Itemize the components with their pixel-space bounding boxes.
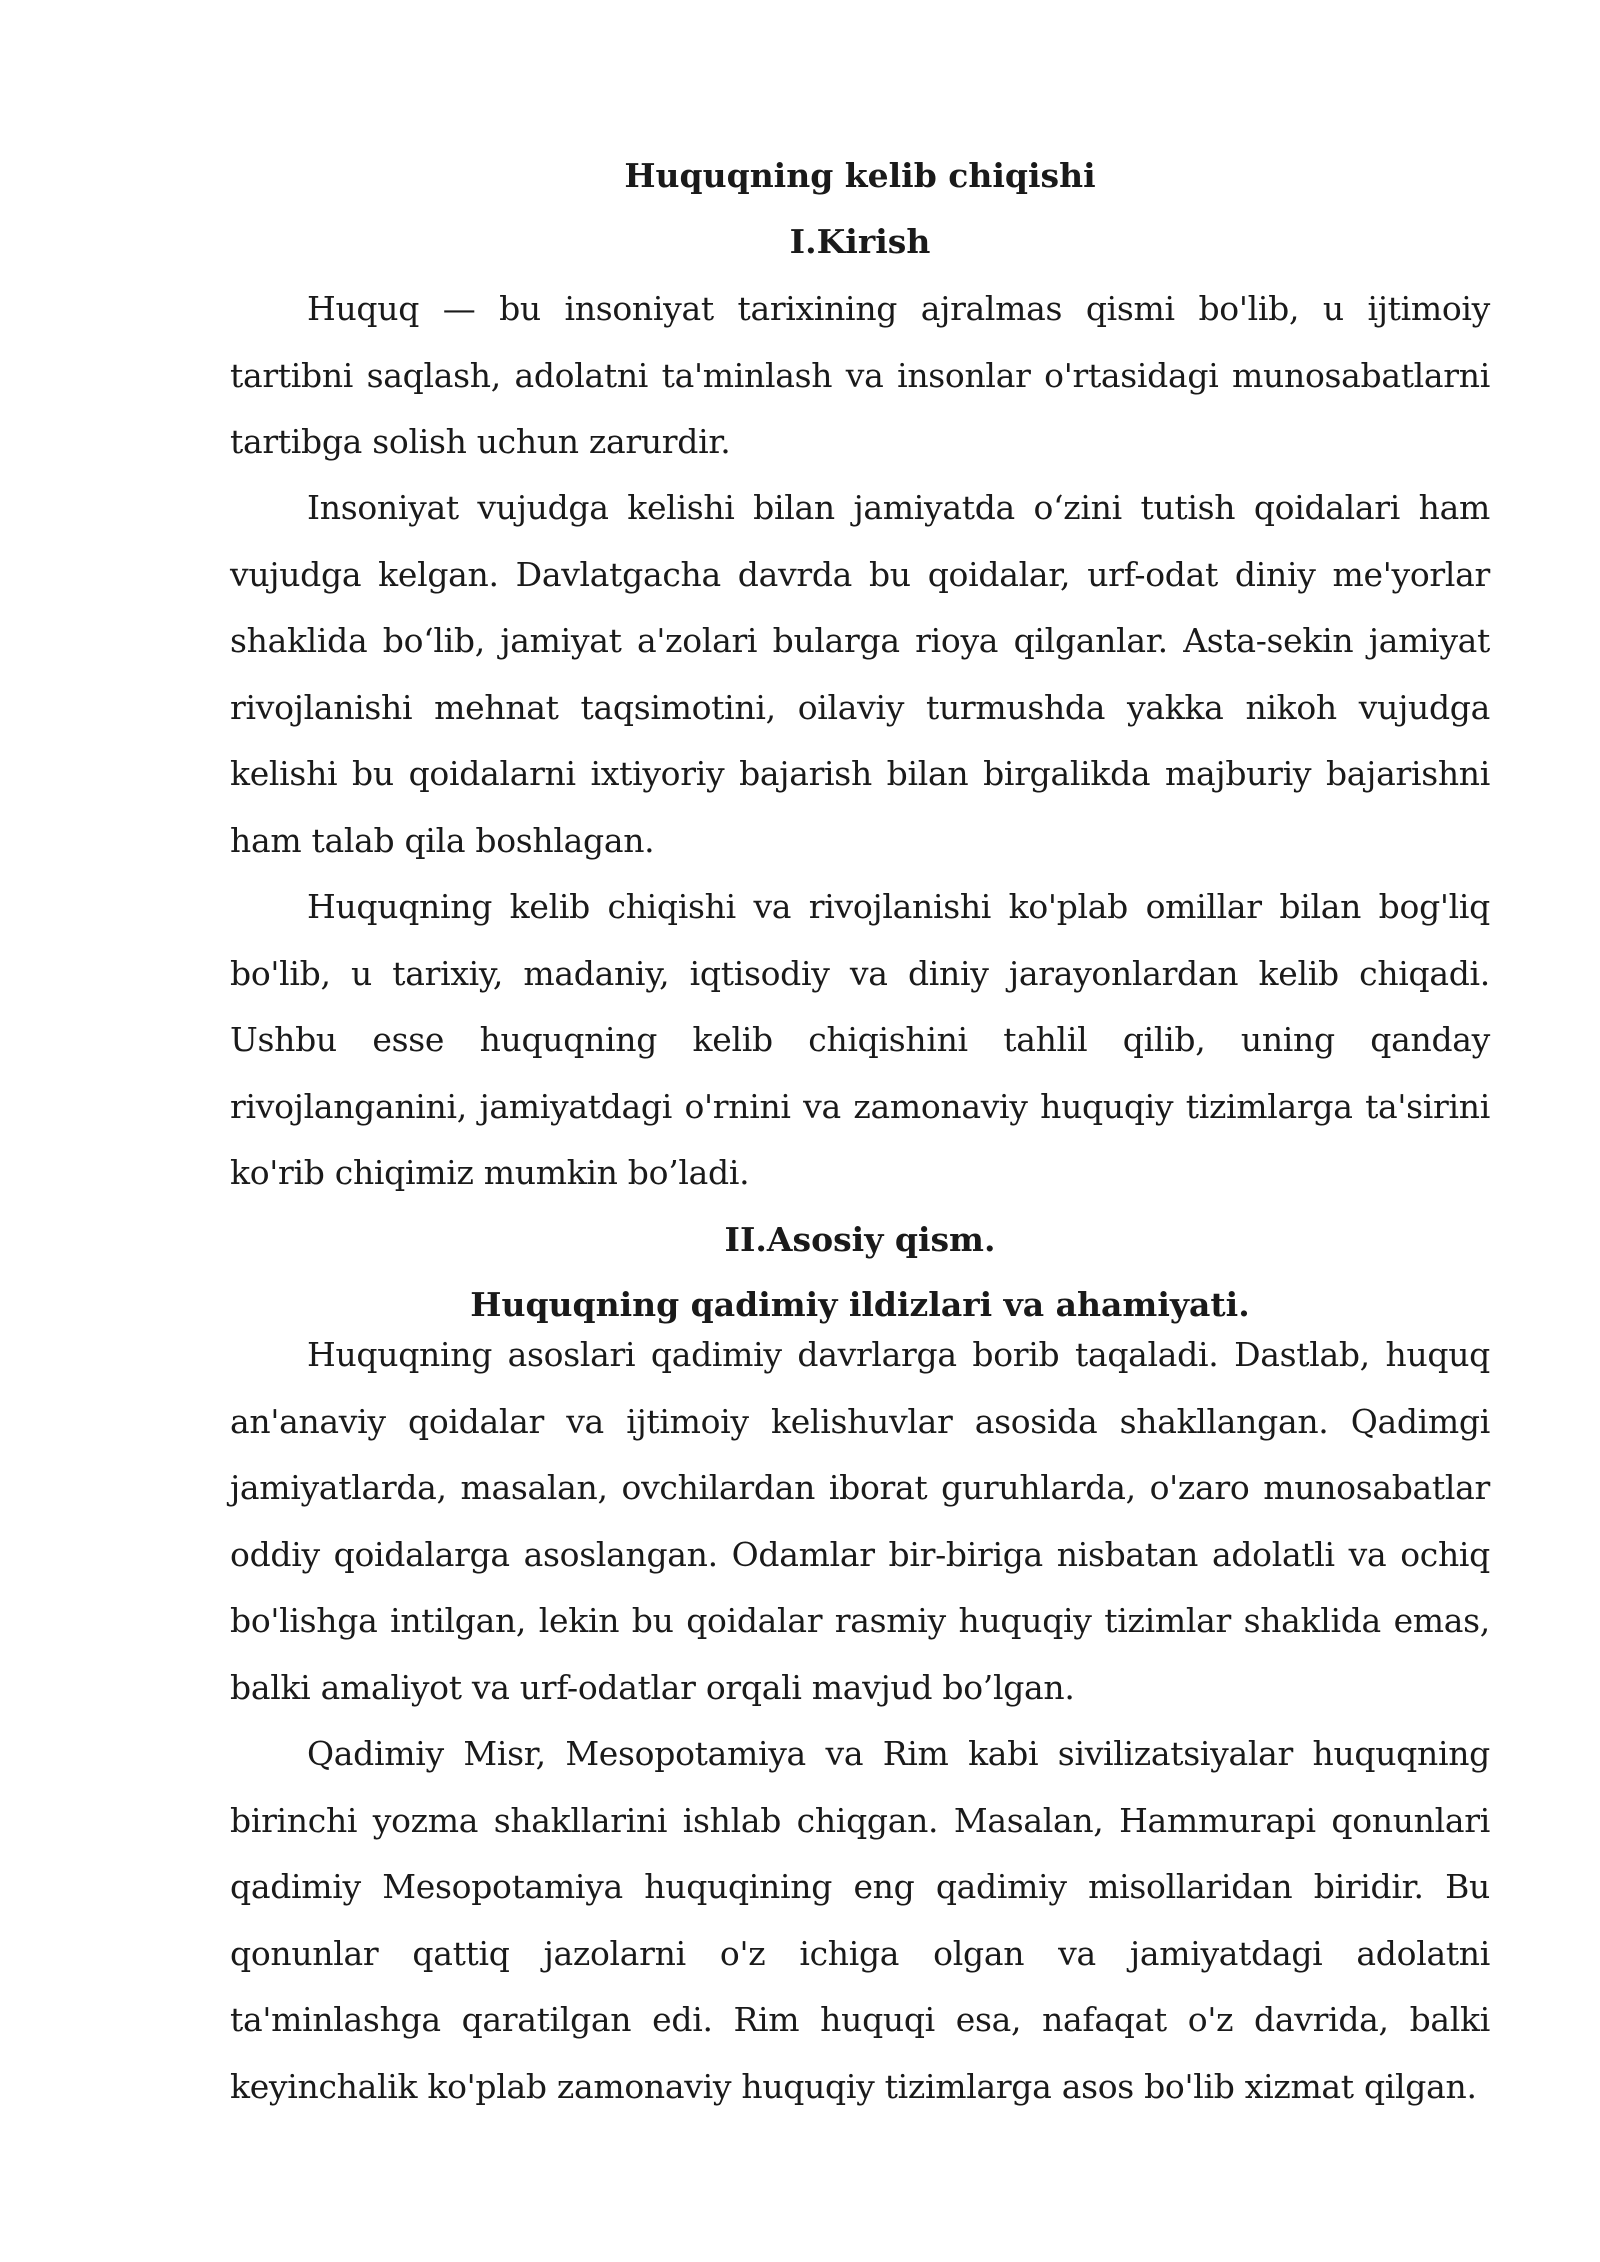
main-paragraph-1: Huquqning asoslari qadimiy davrlarga borib taqaladi. Dastlab, huquq an'anaviy qoidalar va ijtimoiy kelishuvlar asosida shakllangan. Qadimgi jamiyatlarda, masalan, ovchilardan iborat guruhlarda, o'zaro munosabatlar oddiy qoidalarga asoslangan. Odamlar bir-biriga nisbatan adolatli va ochiq bo'lishga intilgan, lekin bu qoidalar rasmiy huquqiy tizimlar shaklida emas, balki amaliyot va urf-odatlar orqali mavjud bo’lgan. bbox=[230, 1335, 1490, 1707]
intro-paragraph-1: Huquq — bu insoniyat tarixining ajralmas qismi bo'lib, u ijtimoiy tartibni saqlash, adolatni ta'minlash va insonlar o'rtasidagi munosabatlarni tartibga solish uchun zarurdir. bbox=[230, 289, 1490, 461]
intro-paragraph-2: Insoniyat vujudga kelishi bilan jamiyatda o‘zini tutish qoidalari ham vujudga kelgan. Davlatgacha davrda bu qoidalar, urf-odat diniy me'yorlar shaklida bo‘lib, jamiyat a'zolari bularga rioya qilganlar. Asta-sekin jamiyat rivojlanishi mehnat taqsimotini, oilaviy turmushda yakka nikoh vujudga kelishi bu qoidalarni ixtiyoriy bajarish bilan birgalikda majburiy bajarishni ham talab qila boshlagan. bbox=[230, 488, 1490, 860]
section-heading-main: II.Asosiy qism. bbox=[724, 1220, 996, 1259]
section-heading-introduction: I.Kirish bbox=[789, 222, 931, 261]
main-paragraph-2: Qadimiy Misr, Mesopotamiya va Rim kabi sivilizatsiyalar huquqning birinchi yozma shakllarini ishlab chiqgan. Masalan, Hammurapi qonunlari qadimiy Mesopotamiya huquqining eng qadimiy misollaridan biridir. Bu qonunlar qattiq jazolarni o'z ichiga olgan va jamiyatdagi adolatni ta'minlashga qaratilgan edi. Rim huquqi esa, nafaqat o'z davrida, balki keyinchalik ko'plab zamonaviy huquqiy tizimlarga asos bo'lib xizmat qilgan. bbox=[230, 1734, 1490, 2106]
intro-paragraph-3: Huquqning kelib chiqishi va rivojlanishi ko'plab omillar bilan bog'liq bo'lib, u tarixiy, madaniy, iqtisodiy va diniy jarayonlardan kelib chiqadi. Ushbu esse huquqning kelib chiqishini tahlil qilib, uning qanday rivojlanganini, jamiyatdagi o'rnini va zamonaviy huquqiy tizimlarga ta'sirini ko'rib chiqimiz mumkin bo’ladi. bbox=[230, 887, 1490, 1192]
document-title: Huquqning kelib chiqishi bbox=[624, 156, 1096, 195]
section-subheading: Huquqning qadimiy ildizlari va ahamiyati. bbox=[470, 1285, 1250, 1324]
